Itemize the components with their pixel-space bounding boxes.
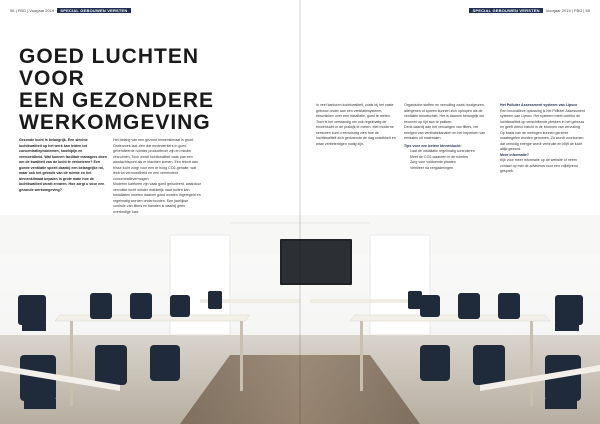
left-brand: FBG xyxy=(17,8,26,13)
subheading: Tips voor een betere binnenlucht: xyxy=(404,143,462,148)
subheading: Het Polluter Assessment systeem van Lipsco xyxy=(500,103,578,107)
paragraph: Op basis van de metingen kunnen gerichte maatregelen worden genomen. Zo wordt voorkomen dat onnodig energie wordt verbruikt en blijft de lucht altijd gezond. xyxy=(500,130,584,151)
title-line-2: EEN GEZONDERE xyxy=(19,89,215,112)
paragraph: Het belang van een gezond binnenklimaat is groot. Onderzoek laat zien dat medewerkers in goed geventileerde ruimtes productiever zijn en minder verzuimen. Toch wordt luchtkwaliteit vaak pas een aandachtspunt als er klachten komen. Een tekort aan frisse lucht zorgt voor een te hoog CO2-gehalte, wat leidt tot vermoeidheid en een verminderd concentratievermogen. xyxy=(113,138,198,181)
page-gutter xyxy=(299,0,301,424)
paragraph: Een innovatieve oplossing is het Polluter Assessment systeem van Lipsco. Het systeem meet continu de luchtkwaliteit op verschillende plekken in het gebouw en geeft direct inzicht in de bronnen van vervuiling. xyxy=(500,108,585,129)
left-page-header: 96 | FBG | Voorjaar 2019 SPECIAL GEBOUWEN VERSTEN xyxy=(10,8,133,13)
right-page-header: SPECIAL GEBOUWEN VERSTEN Voorjaar 2019 | FBG | 69 xyxy=(467,8,590,13)
right-page-number: 69 xyxy=(585,8,590,13)
left-section-tag: SPECIAL GEBOUWEN VERSTEN xyxy=(57,8,130,13)
tips-list xyxy=(404,149,492,171)
paragraph: Denk daarbij aan het vervangen van filters, het reinigen van ventilatiekanalen en het beperken van emissies uit materialen. xyxy=(404,125,486,140)
title-line-3: WERKOMGEVING xyxy=(19,111,211,134)
article-lead: Gezonde lucht is belangrijk. Een slechte luchtkwaliteit op het werk kan leiden tot concentratieproblemen, hoofdpijn en vermoeidheid. Wat kunnen facilitair managers doen om de kwaliteit van de lucht te verbeteren? Een goede ventilatie speelt daarbij een belangrijke rol, maar ook het gebruik van de ruimte en het binnenklimaat bepalen in grote mate hoe de luchtkwaliteit wordt ervaren. Hoe zorgt u voor een gezonde werkomgeving? xyxy=(19,138,107,192)
title-line-1: GOED LUCHTEN VOOR xyxy=(19,45,199,90)
article-title xyxy=(19,46,259,134)
list-item: • Laat de installatie regelmatig controleren xyxy=(410,149,492,155)
list-item: • Meet de CO2-waarden in de ruimtes xyxy=(410,155,492,161)
list-item: • Zorg voor voldoende planten xyxy=(410,160,492,166)
paragraph: Kijk voor meer informatie op de website of neem contact op met de adviseurs voor een vrijblijvend gesprek. xyxy=(500,158,578,173)
list-item: • Ventileer na vergaderingen xyxy=(410,166,492,172)
body-column-2 xyxy=(316,103,398,165)
paragraph: Moderne kantoren zijn vaak goed geïsoleerd, waardoor vervuilde lucht minder makkelijk naar buiten kan. Installaties moeten daarom goed worden ingeregeld en regelmatig worden onderhouden. Een jaarlijkse controle van filters en kanalen is daarbij geen overbodige luxe. xyxy=(113,182,201,214)
right-brand: FBG xyxy=(574,8,583,13)
right-issue: Voorjaar 2019 xyxy=(545,8,571,13)
paragraph: Organische stoffen en vervuiling zoals houtgeuren, allergenen of sporen kunnen zich ophopen als de ventilatie tekortschiet. Het is daarom belangrijk om bronnen op tijd aan te pakken. xyxy=(404,103,485,124)
left-issue: Voorjaar 2019 xyxy=(29,8,55,13)
body-column-3 xyxy=(404,103,492,215)
right-section-tag: SPECIAL GEBOUWEN VERSTEN xyxy=(469,8,542,13)
left-page-number: 96 xyxy=(10,8,15,13)
paragraph: In veel kantoren luchtkwaliteit, zoals bij het vaste gebouw onder aan een ventilatiesysteem, beschikken over een installatie, goed te meten. xyxy=(316,103,394,118)
paragraph: Toch is het verstandig om ook regelmatig de binnenlucht in de praktijk te meten. Met moderne sensoren kunt u eenvoudig zien hoe de luchtkwaliteit zich gedurende de dag ontwikkelt en waar verbeteringen nodig zijn. xyxy=(316,119,396,146)
info-heading: Meer informatie? xyxy=(500,152,529,157)
